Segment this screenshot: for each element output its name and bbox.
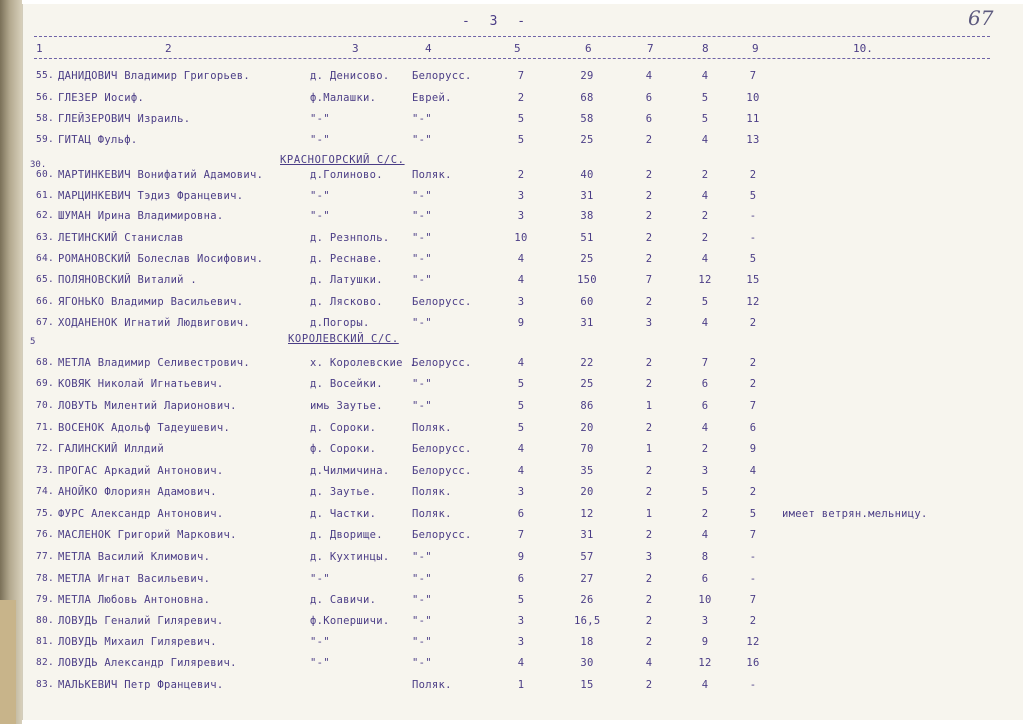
- col-5-value: 9: [517, 551, 525, 563]
- col-5-value: 4: [517, 657, 525, 669]
- col-6-value: 68: [580, 92, 594, 104]
- column-header: 6: [585, 42, 592, 55]
- col-6-value: 12: [580, 508, 594, 520]
- col-9-value: 13: [746, 134, 760, 146]
- col-5-value: 6: [517, 573, 525, 585]
- person-name: ГЛЕЗЕР Иосиф.: [58, 92, 145, 104]
- col-5-value: 5: [517, 422, 525, 434]
- nationality: "-": [412, 190, 432, 202]
- column-header: 1: [36, 42, 43, 55]
- col-9-value: 7: [749, 529, 757, 541]
- row-number: 75.: [36, 508, 55, 519]
- col-5-value: 4: [517, 274, 525, 286]
- column-header: 9: [752, 42, 759, 55]
- row-number: 61.: [36, 190, 55, 201]
- person-name: АНОЙКО Флориян Адамович.: [58, 486, 217, 498]
- col-8-value: 5: [701, 92, 709, 104]
- col-8-value: 12: [698, 657, 712, 669]
- nationality: "-": [412, 210, 432, 222]
- nationality: Белорусс.: [412, 70, 472, 82]
- nationality: Белорусс.: [412, 296, 472, 308]
- col-8-value: 4: [701, 529, 709, 541]
- row-number: 68.: [36, 357, 55, 368]
- col-5-value: 3: [517, 296, 525, 308]
- col-7-value: 2: [645, 422, 653, 434]
- col-8-value: 5: [701, 486, 709, 498]
- col-9-value: 12: [746, 296, 760, 308]
- col-9-value: 2: [749, 317, 757, 329]
- col-7-value: 2: [645, 296, 653, 308]
- col-6-value: 25: [580, 378, 594, 390]
- remark: имеет ветрян.мельницу.: [782, 508, 928, 520]
- settlement: "-": [310, 113, 330, 125]
- column-header: 3: [352, 42, 359, 55]
- col-8-value: 6: [701, 400, 709, 412]
- col-7-value: 2: [645, 357, 653, 369]
- person-name: МЕТЛА Владимир Селивестрович.: [58, 357, 251, 369]
- col-9-value: 5: [749, 508, 757, 520]
- col-8-value: 4: [701, 70, 709, 82]
- row-number: 82.: [36, 657, 55, 668]
- col-7-value: 3: [645, 551, 653, 563]
- row-number: 62.: [36, 210, 55, 221]
- col-6-value: 86: [580, 400, 594, 412]
- person-name: ПРОГАС Аркадий Антонович.: [58, 465, 224, 477]
- person-name: ЛОВУТЬ Милентий Ларионович.: [58, 400, 237, 412]
- nationality: Поляк.: [412, 169, 452, 181]
- settlement: ф.Копершичи.: [310, 615, 390, 627]
- person-name: ГИТАЦ Фульф.: [58, 134, 138, 146]
- col-6-value: 25: [580, 134, 594, 146]
- col-7-value: 6: [645, 113, 653, 125]
- col-5-value: 2: [517, 169, 525, 181]
- col-7-value: 2: [645, 594, 653, 606]
- col-8-value: 2: [701, 443, 709, 455]
- col-5-value: 5: [517, 113, 525, 125]
- col-6-value: 25: [580, 253, 594, 265]
- col-8-value: 8: [701, 551, 709, 563]
- row-number: 65.: [36, 274, 55, 285]
- row-number: 59.: [36, 134, 55, 145]
- col-6-value: 26: [580, 594, 594, 606]
- col-9-value: 16: [746, 657, 760, 669]
- col-8-value: 6: [701, 378, 709, 390]
- col-6-value: 40: [580, 169, 594, 181]
- page-marker: - 3 -: [462, 14, 532, 29]
- col-5-value: 10: [514, 232, 528, 244]
- settlement: имь Заутье.: [310, 400, 383, 412]
- settlement: д.Погоры.: [310, 317, 370, 329]
- row-number: 56.: [36, 92, 55, 103]
- col-9-value: -: [749, 573, 757, 585]
- person-name: МЕТЛА Василий Климович.: [58, 551, 211, 563]
- col-8-value: 6: [701, 573, 709, 585]
- nationality: "-": [412, 317, 432, 329]
- nationality: Белорусс.: [412, 443, 472, 455]
- col-6-value: 38: [580, 210, 594, 222]
- settlement: д. Сороки.: [310, 422, 377, 434]
- settlement: д.Голиново.: [310, 169, 383, 181]
- col-7-value: 2: [645, 615, 653, 627]
- settlement: д. Частки.: [310, 508, 377, 520]
- settlement: х. Королевские .: [310, 357, 416, 369]
- nationality: Еврей.: [412, 92, 452, 104]
- col-8-value: 4: [701, 190, 709, 202]
- col-5-value: 3: [517, 486, 525, 498]
- row-number: 73.: [36, 465, 55, 476]
- col-6-value: 31: [580, 190, 594, 202]
- person-name: МАЛЬКЕВИЧ Петр Францевич.: [58, 679, 224, 691]
- row-number: 58.: [36, 113, 55, 124]
- col-6-value: 20: [580, 486, 594, 498]
- col-7-value: 1: [645, 400, 653, 412]
- col-7-value: 2: [645, 529, 653, 541]
- col-6-value: 18: [580, 636, 594, 648]
- col-6-value: 60: [580, 296, 594, 308]
- col-7-value: 2: [645, 573, 653, 585]
- folio-number: 67: [968, 6, 994, 30]
- col-9-value: 10: [746, 92, 760, 104]
- col-9-value: -: [749, 232, 757, 244]
- col-8-value: 2: [701, 210, 709, 222]
- row-number: 71.: [36, 422, 55, 433]
- nationality: Поляк.: [412, 679, 452, 691]
- settlement: д. Восейки.: [310, 378, 383, 390]
- person-name: ЯГОНЬКО Владимир Васильевич.: [58, 296, 244, 308]
- row-number: 74.: [36, 486, 55, 497]
- col-8-value: 3: [701, 465, 709, 477]
- col-8-value: 5: [701, 113, 709, 125]
- col-6-value: 51: [580, 232, 594, 244]
- col-8-value: 2: [701, 169, 709, 181]
- row-number: 80.: [36, 615, 55, 626]
- section-title: КОРОЛЕВСКИЙ С/С.: [288, 333, 399, 345]
- col-6-value: 30: [580, 657, 594, 669]
- person-name: ПОЛЯНОВСКИЙ Виталий .: [58, 274, 198, 286]
- col-6-value: 31: [580, 317, 594, 329]
- col-9-value: 7: [749, 594, 757, 606]
- col-9-value: 9: [749, 443, 757, 455]
- column-header: 8: [702, 42, 709, 55]
- person-name: МАРЦИНКЕВИЧ Тэдиз Францевич.: [58, 190, 244, 202]
- column-header: 5: [514, 42, 521, 55]
- col-7-value: 2: [645, 253, 653, 265]
- row-number: 83.: [36, 679, 55, 690]
- col-6-value: 150: [577, 274, 597, 286]
- col-9-value: 6: [749, 422, 757, 434]
- col-5-value: 5: [517, 378, 525, 390]
- col-9-value: -: [749, 210, 757, 222]
- col-6-value: 58: [580, 113, 594, 125]
- col-9-value: 2: [749, 357, 757, 369]
- person-name: ХОДАНЕНОК Игнатий Людвигович.: [58, 317, 251, 329]
- col-8-value: 2: [701, 508, 709, 520]
- col-9-value: 12: [746, 636, 760, 648]
- person-name: ВОСЕНОК Адольф Тадеушевич.: [58, 422, 231, 434]
- col-8-value: 4: [701, 422, 709, 434]
- col-7-value: 1: [645, 508, 653, 520]
- row-number: 72.: [36, 443, 55, 454]
- row-number: 81.: [36, 636, 55, 647]
- col-6-value: 29: [580, 70, 594, 82]
- column-header: 4: [425, 42, 432, 55]
- nationality: "-": [412, 253, 432, 265]
- col-8-value: 2: [701, 232, 709, 244]
- col-7-value: 2: [645, 232, 653, 244]
- col-5-value: 3: [517, 210, 525, 222]
- settlement: д. Заутье.: [310, 486, 377, 498]
- settlement: д.Чилмичина.: [310, 465, 390, 477]
- col-9-value: -: [749, 679, 757, 691]
- settlement: "-": [310, 210, 330, 222]
- col-5-value: 5: [517, 400, 525, 412]
- settlement: ф. Сороки.: [310, 443, 377, 455]
- col-5-value: 7: [517, 529, 525, 541]
- row-number: 55.: [36, 70, 55, 81]
- row-number: 69.: [36, 378, 55, 389]
- row-number: 63.: [36, 232, 55, 243]
- nationality: "-": [412, 636, 432, 648]
- settlement: "-": [310, 134, 330, 146]
- col-9-value: 7: [749, 70, 757, 82]
- col-7-value: 2: [645, 378, 653, 390]
- col-5-value: 1: [517, 679, 525, 691]
- col-8-value: 5: [701, 296, 709, 308]
- nationality: "-": [412, 400, 432, 412]
- col-7-value: 2: [645, 465, 653, 477]
- col-7-value: 4: [645, 70, 653, 82]
- col-9-value: 2: [749, 169, 757, 181]
- col-7-value: 3: [645, 317, 653, 329]
- col-5-value: 4: [517, 443, 525, 455]
- col-8-value: 12: [698, 274, 712, 286]
- col-7-value: 2: [645, 486, 653, 498]
- col-9-value: 7: [749, 400, 757, 412]
- col-5-value: 5: [517, 134, 525, 146]
- col-6-value: 27: [580, 573, 594, 585]
- nationality: Белорусс.: [412, 529, 472, 541]
- col-8-value: 3: [701, 615, 709, 627]
- settlement: д. Реснаве.: [310, 253, 383, 265]
- col-9-value: 11: [746, 113, 760, 125]
- section-number: 5: [30, 337, 36, 347]
- nationality: Поляк.: [412, 486, 452, 498]
- col-5-value: 9: [517, 317, 525, 329]
- col-9-value: 5: [749, 190, 757, 202]
- nationality: "-": [412, 274, 432, 286]
- column-header: 7: [647, 42, 654, 55]
- col-5-value: 2: [517, 92, 525, 104]
- nationality: "-": [412, 378, 432, 390]
- col-7-value: 2: [645, 134, 653, 146]
- nationality: Белорусс.: [412, 465, 472, 477]
- col-8-value: 4: [701, 317, 709, 329]
- nationality: "-": [412, 594, 432, 606]
- col-6-value: 15: [580, 679, 594, 691]
- col-8-value: 7: [701, 357, 709, 369]
- col-5-value: 3: [517, 190, 525, 202]
- person-name: ШУМАН Ирина Владимировна.: [58, 210, 224, 222]
- settlement: д. Денисово.: [310, 70, 390, 82]
- person-name: МАСЛЕНОК Григорий Маркович.: [58, 529, 237, 541]
- nationality: "-": [412, 657, 432, 669]
- person-name: ЛОВУДЬ Александр Гиляревич.: [58, 657, 237, 669]
- settlement: д. Латушки.: [310, 274, 383, 286]
- col-8-value: 4: [701, 679, 709, 691]
- column-header: 2: [165, 42, 172, 55]
- row-number: 76.: [36, 529, 55, 540]
- person-name: ЛЕТИНСКИЙ Станислав: [58, 232, 184, 244]
- row-number: 78.: [36, 573, 55, 584]
- person-name: ЛОВУДЬ Михаил Гиляревич.: [58, 636, 217, 648]
- person-name: ГАЛИНСКИЙ Иллдий: [58, 443, 164, 455]
- col-5-value: 7: [517, 70, 525, 82]
- col-7-value: 6: [645, 92, 653, 104]
- row-number: 64.: [36, 253, 55, 264]
- col-6-value: 35: [580, 465, 594, 477]
- nationality: "-": [412, 551, 432, 563]
- header-rule-top: [34, 36, 990, 37]
- col-9-value: 5: [749, 253, 757, 265]
- col-7-value: 7: [645, 274, 653, 286]
- nationality: "-": [412, 573, 432, 585]
- person-name: МАРТИНКЕВИЧ Вонифатий Адамович.: [58, 169, 264, 181]
- settlement: "-": [310, 657, 330, 669]
- col-5-value: 4: [517, 465, 525, 477]
- col-6-value: 57: [580, 551, 594, 563]
- section-number: 30.: [30, 160, 47, 170]
- nationality: "-": [412, 113, 432, 125]
- col-9-value: 2: [749, 486, 757, 498]
- row-number: 77.: [36, 551, 55, 562]
- row-number: 70.: [36, 400, 55, 411]
- col-8-value: 10: [698, 594, 712, 606]
- settlement: д. Кухтинцы.: [310, 551, 390, 563]
- col-7-value: 4: [645, 657, 653, 669]
- person-name: ЛОВУДЬ Геналий Гиляревич.: [58, 615, 224, 627]
- settlement: д. Дворище.: [310, 529, 383, 541]
- person-name: МЕТЛА Любовь Антоновна.: [58, 594, 211, 606]
- col-8-value: 4: [701, 134, 709, 146]
- col-7-value: 2: [645, 190, 653, 202]
- nationality: "-": [412, 134, 432, 146]
- col-5-value: 6: [517, 508, 525, 520]
- person-name: ФУРС Александр Антонович.: [58, 508, 224, 520]
- settlement: "-": [310, 190, 330, 202]
- col-8-value: 4: [701, 253, 709, 265]
- row-number: 60.: [36, 169, 55, 180]
- col-9-value: 15: [746, 274, 760, 286]
- settlement: д. Савичи.: [310, 594, 377, 606]
- nationality: Белорусс.: [412, 357, 472, 369]
- nationality: "-": [412, 232, 432, 244]
- col-5-value: 3: [517, 636, 525, 648]
- col-7-value: 2: [645, 210, 653, 222]
- col-6-value: 70: [580, 443, 594, 455]
- binding-edge: [0, 600, 16, 724]
- col-9-value: 4: [749, 465, 757, 477]
- column-header: 10.: [853, 42, 873, 55]
- person-name: КОВЯК Николай Игнатьевич.: [58, 378, 224, 390]
- col-5-value: 4: [517, 357, 525, 369]
- col-7-value: 2: [645, 169, 653, 181]
- col-7-value: 1: [645, 443, 653, 455]
- col-6-value: 31: [580, 529, 594, 541]
- person-name: РОМАНОВСКИЙ Болеслав Иосифович.: [58, 253, 264, 265]
- row-number: 79.: [36, 594, 55, 605]
- col-9-value: 2: [749, 378, 757, 390]
- nationality: "-": [412, 615, 432, 627]
- col-6-value: 20: [580, 422, 594, 434]
- col-6-value: 22: [580, 357, 594, 369]
- row-number: 67.: [36, 317, 55, 328]
- col-5-value: 5: [517, 594, 525, 606]
- col-6-value: 16,5: [574, 615, 601, 627]
- col-5-value: 3: [517, 615, 525, 627]
- header-rule-bottom: [34, 58, 990, 59]
- person-name: ГЛЕЙЗЕРОВИЧ Израиль.: [58, 113, 191, 125]
- row-number: 66.: [36, 296, 55, 307]
- settlement: "-": [310, 573, 330, 585]
- settlement: д. Резнполь.: [310, 232, 390, 244]
- col-8-value: 9: [701, 636, 709, 648]
- person-name: ДАНИДОВИЧ Владимир Григорьев.: [58, 70, 251, 82]
- nationality: Поляк.: [412, 422, 452, 434]
- settlement: д. Лясково.: [310, 296, 383, 308]
- col-9-value: -: [749, 551, 757, 563]
- col-9-value: 2: [749, 615, 757, 627]
- col-7-value: 2: [645, 679, 653, 691]
- settlement: "-": [310, 636, 330, 648]
- person-name: МЕТЛА Игнат Васильевич.: [58, 573, 211, 585]
- section-title: КРАСНОГОРСКИЙ С/С.: [280, 154, 405, 166]
- settlement: ф.Малашки.: [310, 92, 377, 104]
- col-5-value: 4: [517, 253, 525, 265]
- col-7-value: 2: [645, 636, 653, 648]
- nationality: Поляк.: [412, 508, 452, 520]
